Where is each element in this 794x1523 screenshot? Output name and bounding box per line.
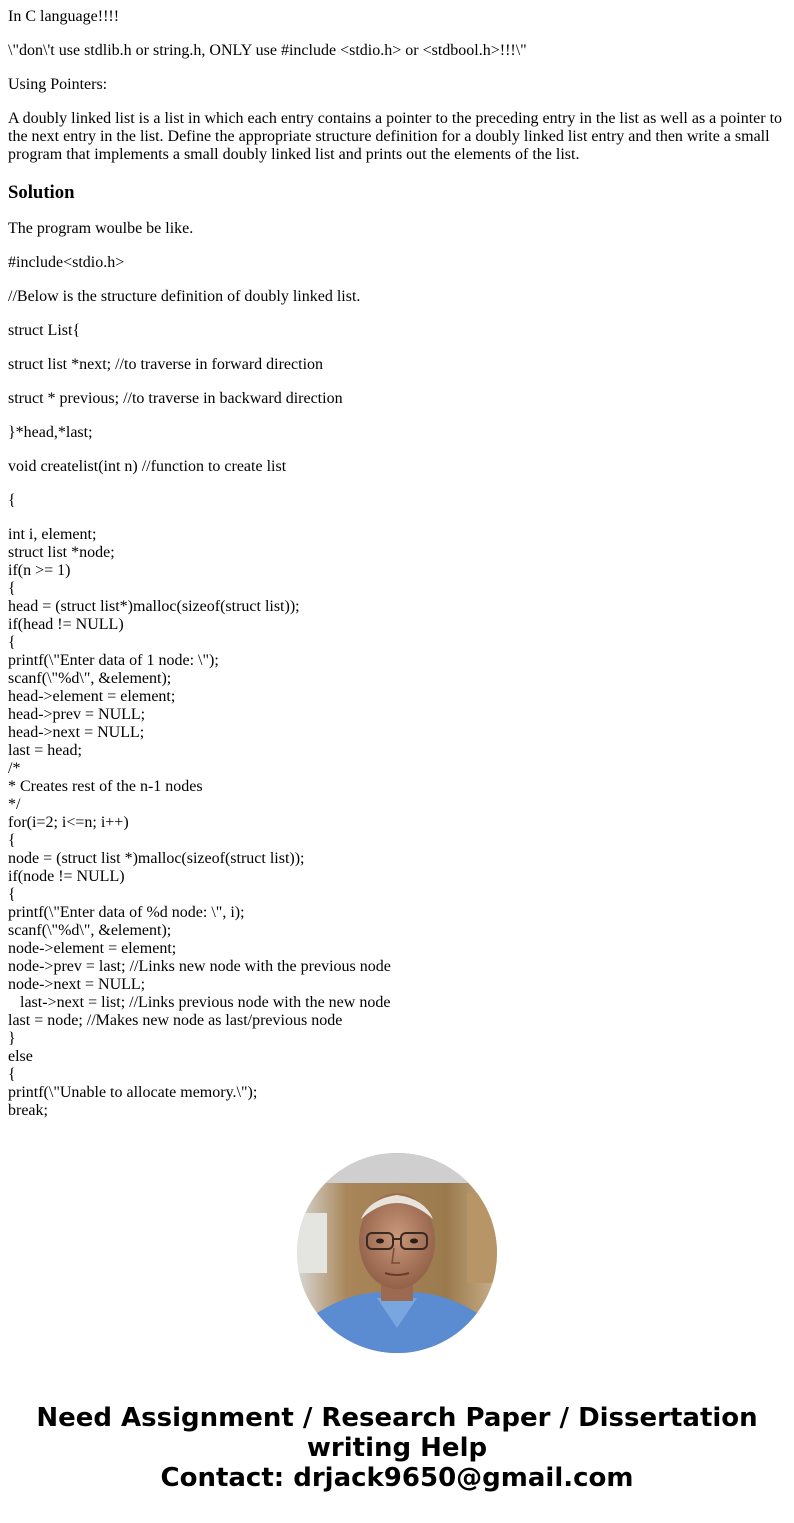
code-line: struct list *node; — [8, 544, 115, 561]
solution-paragraph: The program woulbe be like. — [8, 220, 194, 237]
code-line: if(n >= 1) — [8, 562, 71, 579]
avatar — [297, 1153, 497, 1353]
code-line: { — [8, 580, 16, 597]
question-constraint: \"don\'t use stdlib.h or string.h, ONLY use #include <stdio.h> or <stdbool.h>!!!\" — [8, 42, 527, 59]
code-line: { — [8, 634, 16, 651]
code-line: scanf(\"%d\", &element); — [8, 670, 172, 687]
solution-paragraph: void createlist(int n) //function to create list — [8, 458, 287, 475]
code-line: last->next = list; //Links previous node with the new node — [8, 994, 391, 1011]
solution-paragraphs — [8, 220, 786, 510]
code-line: */ — [8, 796, 21, 813]
banner-line-2: writing Help — [306, 1433, 488, 1463]
code-line: head = (struct list*)malloc(sizeof(struct list)); — [8, 598, 300, 615]
banner-contact: Contact: drjack9650@gmail.com — [160, 1463, 634, 1493]
code-line: else — [8, 1048, 33, 1065]
code-line: if(head != NULL) — [8, 616, 124, 633]
code-line: printf(\"Enter data of 1 node: \"); — [8, 652, 219, 669]
code-line: head->next = NULL; — [8, 724, 145, 741]
question-language: In C language!!!! — [8, 8, 120, 25]
solution-paragraph: }*head,*last; — [8, 424, 93, 441]
help-banner — [0, 1403, 794, 1493]
code-line: last = head; — [8, 742, 82, 759]
banner-line-1: Need Assignment / Research Paper / Dissertation — [36, 1403, 758, 1433]
code-line: printf(\"Enter data of %d node: \", i); — [8, 904, 245, 921]
code-line: { — [8, 1066, 16, 1083]
code-line: for(i=2; i<=n; i++) — [8, 814, 129, 831]
code-line: scanf(\"%d\", &element); — [8, 922, 172, 939]
code-line: int i, element; — [8, 526, 97, 543]
code-line: node->next = NULL; — [8, 976, 146, 993]
code-line: break; — [8, 1102, 48, 1119]
code-line: { — [8, 832, 16, 849]
solution-paragraph: struct * previous; //to traverse in backward direction — [8, 390, 343, 407]
solution-paragraph: { — [8, 492, 16, 509]
code-line: head->prev = NULL; — [8, 706, 146, 723]
question-description: A doubly linked list is a list in which each entry contains a pointer to the preceding entry in the list as well as a pointer to the next entry in the list. Define the appropriate structure definition for a doubly linked list entry and then write a small program that implements a small doubly linked list and prints out the elements of the list. — [8, 110, 787, 163]
solution-paragraph: struct List{ — [8, 322, 81, 339]
question-pointers: Using Pointers: — [8, 76, 108, 93]
solution-paragraph: struct list *next; //to traverse in forward direction — [8, 356, 324, 373]
code-line: head->element = element; — [8, 688, 176, 705]
code-line: } — [8, 1030, 16, 1047]
document-body — [8, 0, 786, 1120]
solution-paragraph: #include<stdio.h> — [8, 254, 125, 271]
code-line: node->prev = last; //Links new node with the previous node — [8, 958, 391, 975]
code-line: node->element = element; — [8, 940, 177, 957]
code-line: { — [8, 886, 16, 903]
code-line: printf(\"Unable to allocate memory.\"); — [8, 1084, 258, 1101]
code-block — [8, 526, 786, 1120]
code-line: /* — [8, 760, 21, 777]
solution-heading: Solution — [8, 182, 75, 203]
code-line: node = (struct list *)malloc(sizeof(struct list)); — [8, 850, 305, 867]
code-line: * Creates rest of the n-1 nodes — [8, 778, 203, 795]
code-line: last = node; //Makes new node as last/previous node — [8, 1012, 343, 1029]
solution-paragraph: //Below is the structure definition of doubly linked list. — [8, 288, 361, 305]
code-line: if(node != NULL) — [8, 868, 125, 885]
